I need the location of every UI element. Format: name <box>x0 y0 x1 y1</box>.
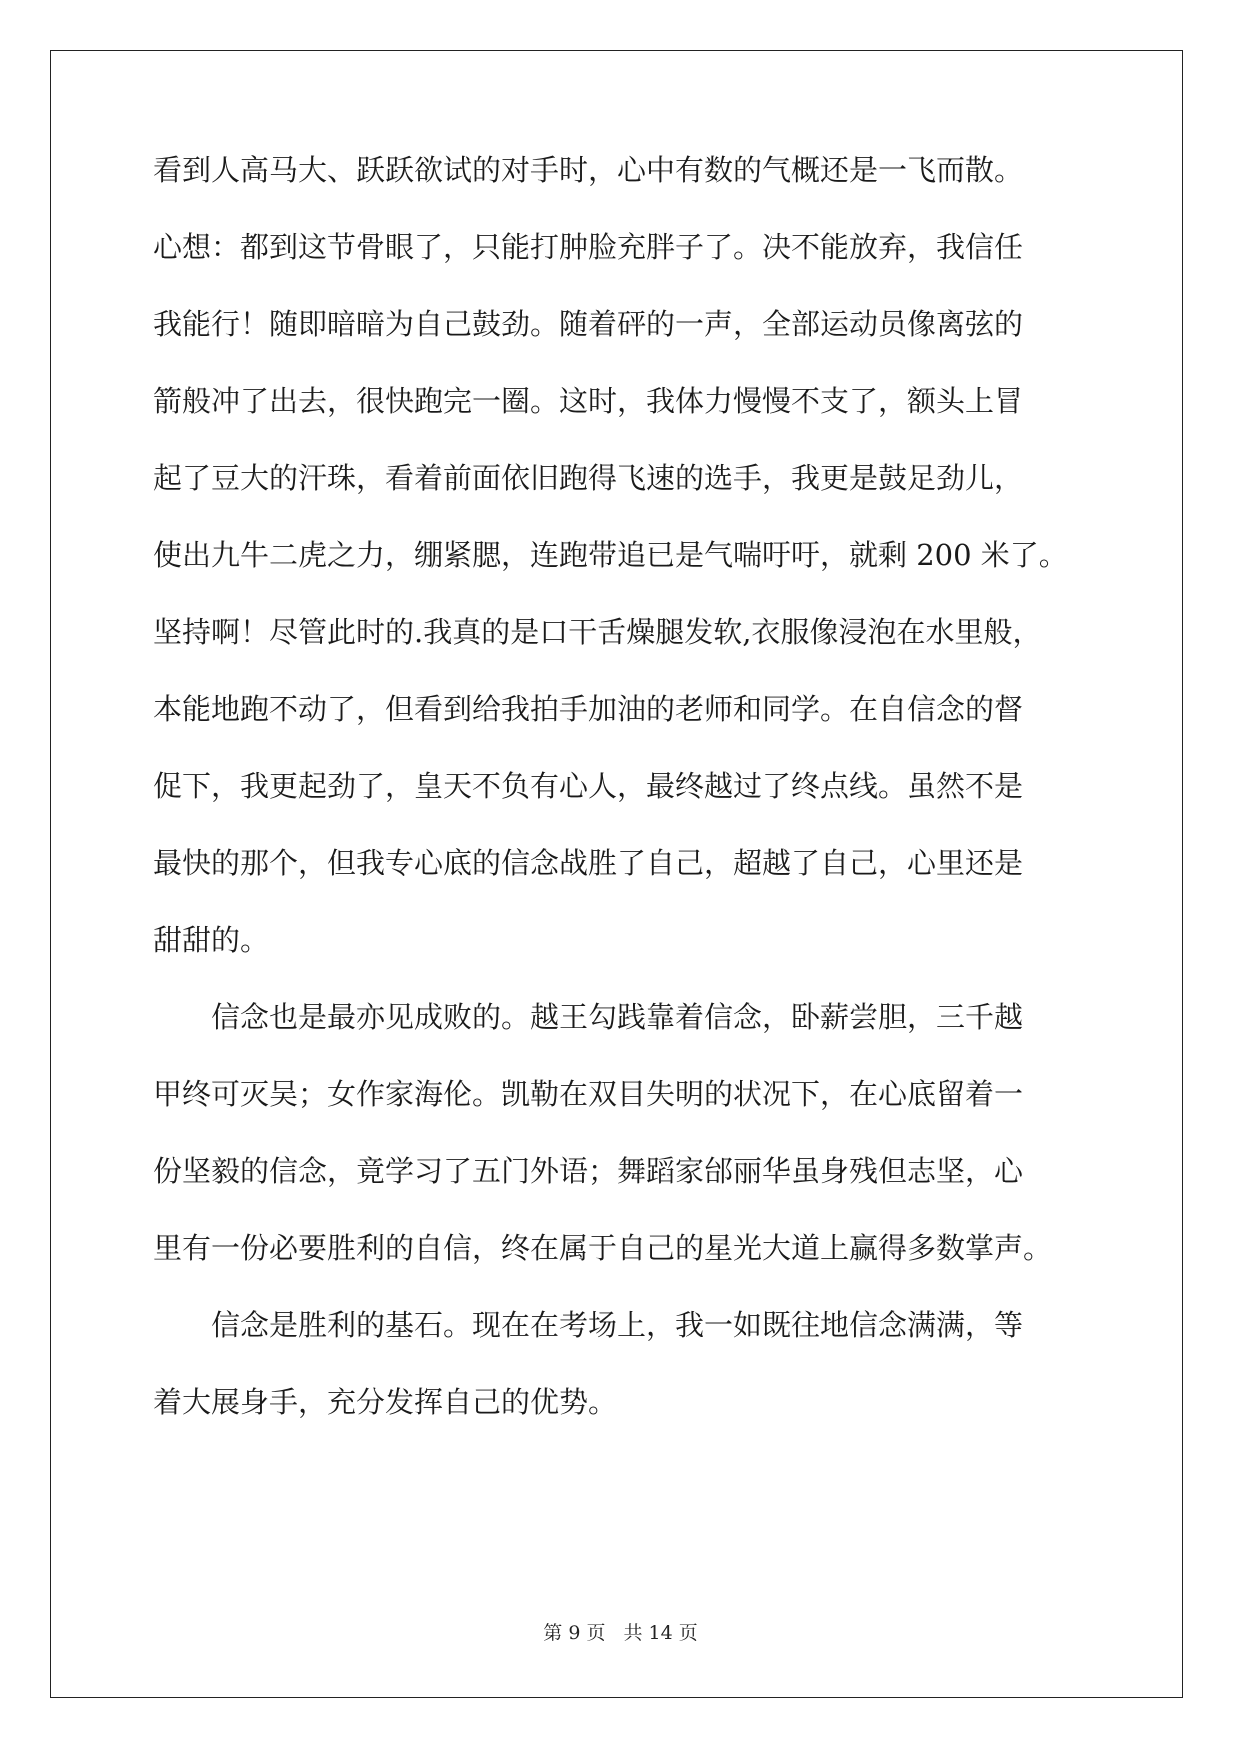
text-line: 起了豆大的汗珠，看着前面依旧跑得飞速的选手，我更是鼓足劲儿， <box>153 461 1024 495</box>
page-total: 共 14 页 <box>623 1622 698 1644</box>
text-line: 促下，我更起劲了，皇天不负有心人，最终越过了终点线。虽然不是 <box>153 769 1024 803</box>
text-line: 使出九牛二虎之力，绷紧腮，连跑带追已是气喘吁吁，就剩 200 米了。 <box>153 538 1068 572</box>
text-line: 甜甜的。 <box>153 923 270 957</box>
text-line: 心想：都到这节骨眼了，只能打肿脸充胖子了。决不能放弃，我信任 <box>153 230 1024 264</box>
text-line: 本能地跑不动了，但看到给我拍手加油的老师和同学。在自信念的督 <box>153 692 1024 726</box>
text-line: 箭般冲了出去，很快跑完一圈。这时，我体力慢慢不支了，额头上冒 <box>153 384 1024 418</box>
text-line: 里有一份必要胜利的自信，终在属于自己的星光大道上赢得多数掌声。 <box>153 1231 1053 1265</box>
text-line: 甲终可灭吴；女作家海伦。凯勒在双目失明的状况下，在心底留着一 <box>153 1077 1024 1111</box>
paragraph-first-line: 信念是胜利的基石。现在在考场上，我一如既往地信念满满，等 <box>211 1308 1024 1342</box>
page-number: 第 9 页 <box>543 1622 606 1644</box>
page-footer <box>0 1618 1241 1645</box>
text-line: 份坚毅的信念，竟学习了五门外语；舞蹈家邰丽华虽身残但志坚，心 <box>153 1154 1024 1188</box>
text-line: 最快的那个，但我专心底的信念战胜了自己，超越了自己，心里还是 <box>153 846 1024 880</box>
text-line: 着大展身手，充分发挥自己的优势。 <box>153 1385 618 1419</box>
text-line: 看到人高马大、跃跃欲试的对手时，心中有数的气概还是一飞而散。 <box>153 153 1024 187</box>
text-line: 我能行！随即暗暗为自己鼓劲。随着砰的一声，全部运动员像离弦的 <box>153 307 1024 341</box>
text-line: 坚持啊！尽管此时的.我真的是口干舌燥腿发软,衣服像浸泡在水里般， <box>153 615 1042 649</box>
paragraph-first-line: 信念也是最亦见成败的。越王勾践靠着信念，卧薪尝胆，三千越 <box>211 1000 1024 1034</box>
